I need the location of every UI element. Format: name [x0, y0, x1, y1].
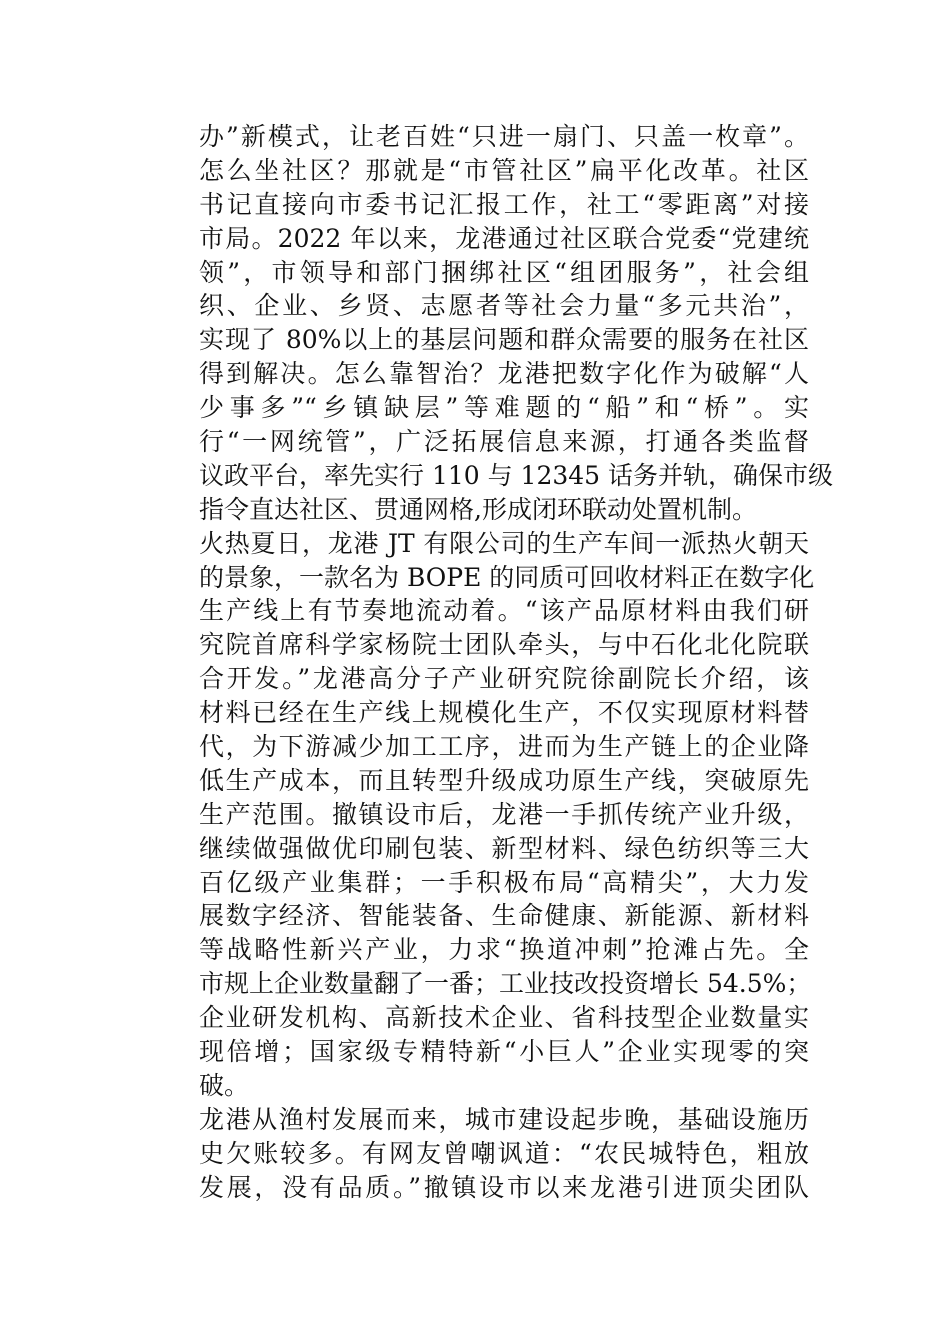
- text-line: 生产线上有节奏地流动着。“该产品原材料由我们研: [199, 596, 809, 626]
- text-line: 继续做强做优印刷包装、新型材料、绿色纺织等三大: [199, 833, 809, 863]
- text-line: 现倍增；国家级专精特新“小巨人”企业实现零的突: [199, 1037, 809, 1067]
- text-line: 市规上企业数量翻了一番；工业技改投资增长 54.5%；: [199, 969, 812, 999]
- text-line: 书记直接向市委书记汇报工作，社工“零距离”对接: [199, 189, 809, 219]
- text-line: 怎么坐社区？那就是“市管社区”扁平化改革。社区: [199, 155, 809, 185]
- text-line: 破。: [199, 1070, 250, 1100]
- text-line: 行“一网统管”，广泛拓展信息来源，打通各类监督: [199, 427, 809, 457]
- text-line: 办”新模式，让老百姓“只进一扇门、只盖一枚章”。: [199, 122, 809, 151]
- text-line: 史欠账较多。有网友曾嘲讽道：“农民城特色，粗放: [199, 1138, 809, 1168]
- text-line: 生产范围。撤镇设市后，龙港一手抓传统产业升级，: [199, 799, 809, 829]
- text-line: 火热夏日，龙港 JT 有限公司的生产车间一派热火朝天: [199, 528, 809, 558]
- text-line: 的景象，一款名为 BOPE 的同质可回收材料正在数字化: [199, 562, 815, 592]
- text-line: 得到解决。怎么靠智治？龙港把数字化作为破解“人: [199, 359, 809, 389]
- text-line: 领”，市领导和部门捆绑社区“组团服务”，社会组: [199, 257, 809, 287]
- text-line: 龙港从渔村发展而来，城市建设起步晚，基础设施历: [199, 1104, 809, 1134]
- text-line: 市局。2022 年以来，龙港通过社区联合党委“党建统: [199, 223, 809, 253]
- text-line: 指令直达社区、贯通网格,形成闭环联动处置机制。: [199, 494, 757, 524]
- text-line: 合开发。”龙港高分子产业研究院徐副院长介绍，该: [199, 664, 809, 694]
- text-line: 织、企业、乡贤、志愿者等社会力量“多元共治”，: [199, 291, 809, 321]
- text-line: 材料已经在生产线上规模化生产，不仅实现原材料替: [199, 698, 809, 728]
- body-text: [199, 120, 834, 1205]
- text-line: 少事多”“乡镇缺层”等难题的“船”和“桥”。实: [199, 393, 809, 423]
- text-line: 代，为下游减少加工工序，进而为生产链上的企业降: [199, 732, 809, 762]
- text-line: 百亿级产业集群；一手积极布局“高精尖”，大力发: [199, 867, 809, 897]
- text-line: 等战略性新兴产业，力求“换道冲刺”抢滩占先。全: [199, 935, 809, 965]
- text-line: 企业研发机构、高新技术企业、省科技型企业数量实: [199, 1003, 809, 1033]
- text-line: 究院首席科学家杨院士团队牵头，与中石化北化院联: [199, 630, 809, 660]
- text-line: 低生产成本，而且转型升级成功原生产线，突破原先: [199, 765, 809, 795]
- text-line: 展数字经济、智能装备、生命健康、新能源、新材料: [199, 901, 809, 931]
- text-line: 实现了 80%以上的基层问题和群众需要的服务在社区: [199, 325, 809, 355]
- text-line: 发展，没有品质。”撤镇设市以来龙港引进顶尖团队: [199, 1172, 809, 1202]
- text-line: 议政平台，率先实行 110 与 12345 话务并轨，确保市级: [199, 460, 834, 490]
